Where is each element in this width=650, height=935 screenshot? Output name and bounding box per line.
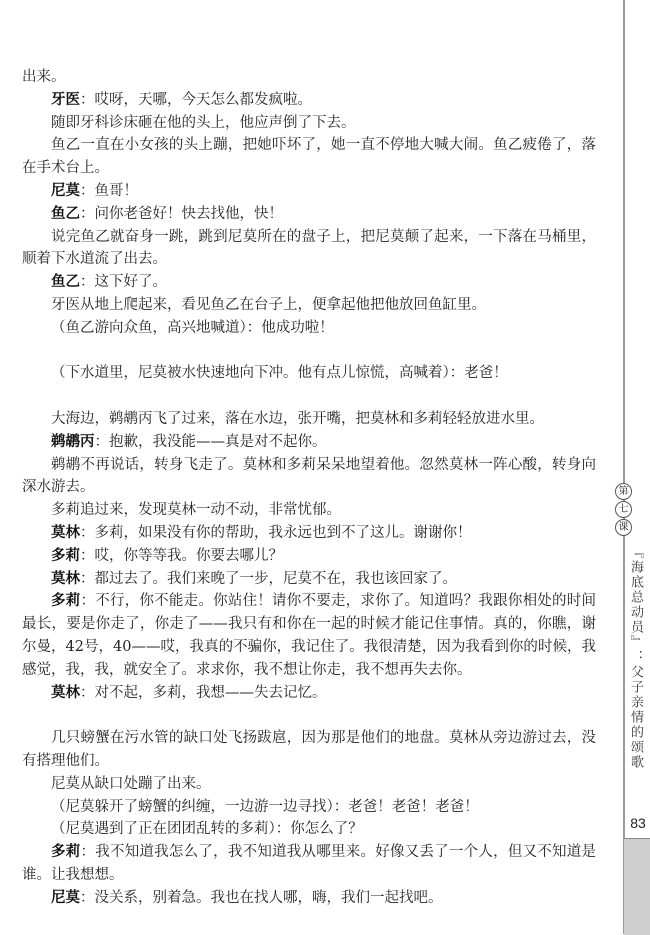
paragraph-text: 出来。 <box>22 69 66 85</box>
dialogue-line <box>22 545 596 568</box>
dialogue-line <box>22 89 596 112</box>
dialogue-line <box>22 271 596 294</box>
paragraph-text: （尼莫躲开了螃蟹的纠缠，一边游一边寻找）：老爸！老爸！老爸！ <box>51 798 479 815</box>
speaker-name: 鱼乙 <box>51 274 80 291</box>
paragraph-text: （下水道里，尼莫被水快速地向下冲。他有点儿惊慌，高喊着）：老爸！ <box>51 365 508 382</box>
speaker-name: 尼莫 <box>51 182 80 199</box>
paragraph-text: ：这下好了。 <box>80 274 167 291</box>
speaker-name: 牙医 <box>51 91 80 108</box>
dialogue-line <box>22 841 596 887</box>
paragraph-text: 几只螃蟹在污水管的缺口处飞扬跋扈，因为那是他们的地盘。莫林从旁边游过去，没有搭理他们。 <box>22 730 596 769</box>
narration-paragraph <box>22 66 596 89</box>
paragraph-text: 大海边，鹈鹕丙飞了过来，落在水边，张开嘴，把莫林和多莉轻轻放进水里。 <box>51 410 544 427</box>
speaker-name: 莫林 <box>51 570 80 587</box>
narration-paragraph <box>22 796 596 819</box>
paragraph-text: ：哎呀，天哪，今天怎么都发疯啦。 <box>80 91 312 108</box>
paragraph-text: ：问你老爸好！快去找他，快！ <box>80 205 283 222</box>
speaker-name: 多莉 <box>51 547 80 564</box>
page-number: 83 <box>630 815 646 831</box>
margin-rule <box>623 0 625 934</box>
section-break <box>22 340 596 363</box>
paragraph-text: 随即牙科诊床砸在他的头上，他应声倒了下去。 <box>51 114 356 131</box>
narration-paragraph <box>22 134 596 180</box>
dialogue-line <box>22 431 596 454</box>
dialogue-line <box>22 522 596 545</box>
paragraph-text: 牙医从地上爬起来，看见鱼乙在台子上，便拿起他把他放回鱼缸里。 <box>51 296 486 313</box>
lesson-badge <box>615 483 632 536</box>
narration-paragraph <box>22 112 596 135</box>
speaker-name: 多莉 <box>51 844 81 861</box>
speaker-name: 鱼乙 <box>51 205 80 222</box>
narration-paragraph <box>22 727 596 773</box>
narration-paragraph <box>22 454 596 500</box>
section-break <box>22 704 596 727</box>
dialogue-line <box>22 568 596 591</box>
paragraph-text: 鱼乙一直在小女孩的头上蹦，把她吓坏了，她一直不停地大喊大闹。鱼乙疲倦了，落在手术台上。 <box>22 137 596 177</box>
paragraph-text: ：都过去了。我们来晚了一步，尼莫不在，我也该回家了。 <box>80 570 457 587</box>
speaker-name: 莫林 <box>51 684 80 701</box>
lesson-char: 课 <box>615 519 632 536</box>
speaker-name: 尼莫 <box>51 889 80 906</box>
paragraph-text: ：我不知道我怎么了，我不知道我从哪里来。好像又丢了一个人，但又不知道是谁。让我想想。 <box>22 844 597 883</box>
section-break <box>22 385 596 408</box>
paragraph-text: （鱼乙游向众鱼，高兴地喊道）：他成功啦！ <box>51 319 334 336</box>
lesson-char: 七 <box>615 501 632 518</box>
paragraph-text: 说完鱼乙就奋身一跳，跳到尼莫所在的盘子上，把尼莫颠了起来，一下落在马桶里，顺着下水道流了出去。 <box>22 228 596 268</box>
paragraph-text: ：不行，你不能走。你站住！请你不要走，求你了。知道吗？我跟你相处的时间最长，要是你走了，你走了——我只有和你在一起的时候才能记住事情。真的，你瞧，谢尔曼，42号，40——哎，我真的不骗你，我记住了。我很清楚，因为我看到你的时候，我感觉，我，我，就安全了。求求你，我不想让你走，我不想再失去你。 <box>22 593 597 678</box>
narration-paragraph <box>22 773 596 796</box>
dialogue-line <box>22 180 596 203</box>
narration-paragraph <box>22 408 596 431</box>
dialogue-line <box>22 682 596 705</box>
narration-paragraph <box>22 317 596 340</box>
narration-paragraph <box>22 226 596 272</box>
paragraph-text: 鹈鹕不再说话，转身飞走了。莫林和多莉呆呆地望着他。忽然莫林一阵心酸，转身向深水游去。 <box>22 456 596 496</box>
dialogue-line <box>22 887 596 910</box>
paragraph-text: ：哎，你等等我。你要去哪儿？ <box>80 547 283 564</box>
speaker-name: 多莉 <box>51 593 81 610</box>
paragraph-text: ：对不起，多莉，我想——失去记忆。 <box>80 684 327 701</box>
lesson-title: 『海底总动员』：父子亲情的颂歌 <box>628 545 643 770</box>
paragraph-text: 多莉追过来，发现莫林一动不动，非常忧郁。 <box>51 502 341 519</box>
paragraph-text: （尼莫遇到了正在团团乱转的多莉）：你怎么了？ <box>51 821 363 838</box>
paragraph-text: ：没关系，别着急。我也在找人哪，嗨，我们一起找吧。 <box>80 889 443 906</box>
narration-paragraph <box>22 818 596 841</box>
paragraph-text: 尼莫从缺口处蹦了出来。 <box>51 775 211 792</box>
paragraph-text: ：多莉，如果没有你的帮助，我永远也到不了这儿。谢谢你！ <box>80 524 472 541</box>
page-body <box>22 66 596 909</box>
paragraph-text: ：鱼哥！ <box>80 182 138 199</box>
speaker-name: 鹈鹕丙 <box>51 433 95 450</box>
narration-paragraph <box>22 499 596 522</box>
paragraph-text: ：抱歉，我没能——真是对不起你。 <box>94 433 327 450</box>
speaker-name: 莫林 <box>51 524 80 541</box>
narration-paragraph <box>22 362 596 385</box>
dialogue-line <box>22 590 596 681</box>
dialogue-line <box>22 203 596 226</box>
page-tab <box>624 838 650 935</box>
lesson-char: 第 <box>615 483 632 500</box>
narration-paragraph <box>22 294 596 317</box>
